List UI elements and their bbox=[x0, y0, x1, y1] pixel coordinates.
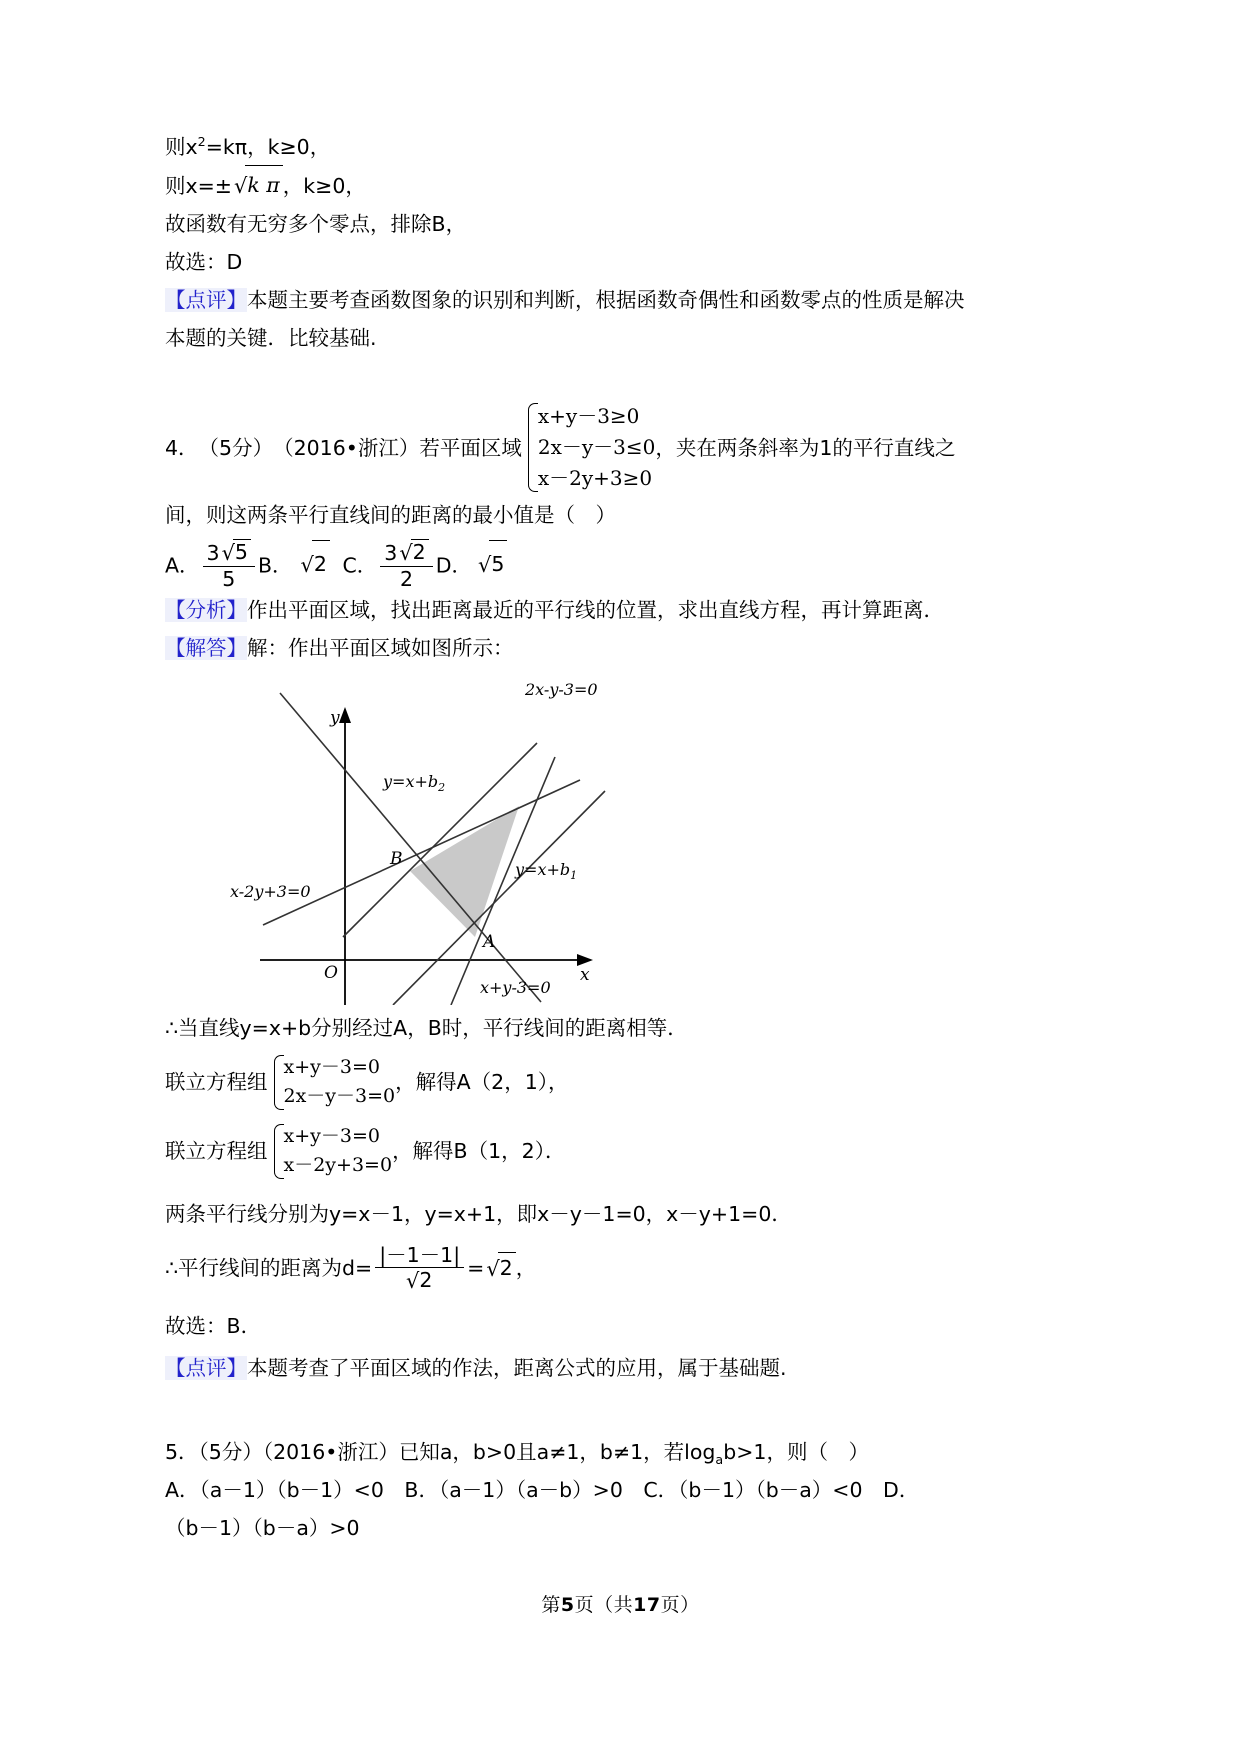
q4-option-c-label: C． bbox=[342, 553, 378, 578]
q4-option-a-value bbox=[203, 540, 255, 591]
answer-text: 解：作出平面区域如图所示： bbox=[247, 635, 514, 660]
q5-stem-row bbox=[165, 1433, 1085, 1471]
q5-stem: 已知a，b>0且a≠1，b≠1，若log bbox=[398, 1440, 716, 1465]
prev-line2-prefix: 则x=± bbox=[165, 174, 232, 198]
prev-line1-exponent: 2 bbox=[197, 134, 206, 150]
q4-system bbox=[522, 401, 656, 494]
dist-tail: ， bbox=[515, 1256, 537, 1281]
q4-stem-after: ，夹在两条斜率为1的平行直线之 bbox=[655, 435, 956, 460]
analysis-tag: 【分析】 bbox=[165, 597, 247, 622]
opt-c-sqrt: √2 bbox=[397, 540, 428, 566]
q4-comment-text: 本题考查了平面区域的作法，距离公式的应用，属于基础题. bbox=[247, 1356, 787, 1381]
footer-page-number: 5 bbox=[560, 1594, 575, 1616]
footer-total-pages: 17 bbox=[633, 1594, 661, 1616]
prev-line1-rest: =kπ，k≥0， bbox=[205, 135, 331, 159]
dist-numerator: |－1－1| bbox=[379, 1242, 461, 1267]
q4-option-b-label: B． bbox=[257, 553, 293, 578]
page-content bbox=[165, 128, 1085, 1547]
q5-options-line-1: A．（a－1）（b－1）<0 B．（a－1）（a－b）>0 C．（b－1）（b－a）<0 D． bbox=[165, 1478, 920, 1503]
dist-equals: = bbox=[467, 1256, 485, 1281]
q4-conclusion-1: ∴当直线y=x+b分别经过A，B时，平行线间的距离相等． bbox=[165, 1015, 688, 1040]
page-footer bbox=[0, 1590, 1241, 1617]
opt-d-radicand: 5 bbox=[489, 540, 507, 587]
sys1 bbox=[268, 1053, 396, 1112]
figure-label-line-yxb2: $y=x+b_2$ bbox=[383, 771, 446, 794]
figure-label-line-yxb1: $y=x+b_1$ bbox=[515, 859, 578, 882]
q5-log-base: a bbox=[715, 1452, 724, 1468]
q5-options-line-2: （b－1）（b－a）>0 bbox=[165, 1516, 360, 1541]
sys1-row-2: 2x－y－3=0 bbox=[283, 1085, 396, 1108]
dist-den-radicand: 2 bbox=[417, 1267, 435, 1292]
figure-svg bbox=[225, 675, 785, 1005]
q4-system-solve-1 bbox=[165, 1053, 1085, 1112]
q5-source: （2016•浙江） bbox=[262, 1440, 399, 1465]
prev-solution-line-1 bbox=[165, 128, 1085, 166]
question-5 bbox=[165, 1433, 1085, 1547]
figure-label-origin: O bbox=[324, 962, 338, 983]
q5-score: （5分） bbox=[198, 1440, 263, 1465]
question-4 bbox=[165, 401, 1085, 1387]
sys2-row-2: x－2y+3=0 bbox=[283, 1154, 393, 1177]
figure-label-line-2xy3: 2x-y-3=0 bbox=[525, 679, 598, 699]
q4-option-c-value bbox=[380, 540, 432, 591]
q4-option-d-value: √5 bbox=[476, 541, 507, 588]
prev-line2-rest: ，k≥0， bbox=[282, 174, 366, 198]
figure-label-line-x2y3: x-2y+3=0 bbox=[230, 881, 311, 901]
comment-tag: 【点评】 bbox=[165, 288, 247, 312]
sqrt-k-pi: √k π bbox=[232, 166, 283, 205]
sys1-result: ，解得A（2，1）， bbox=[395, 1070, 569, 1095]
opt-c-den: 2 bbox=[380, 566, 432, 591]
opt-c-radicand: 2 bbox=[411, 539, 429, 564]
y-axis-arrow bbox=[339, 707, 351, 723]
q4-analysis-block bbox=[165, 591, 1085, 629]
sys2-row-1: x+y－3=0 bbox=[283, 1124, 380, 1147]
line-x-minus-2y-plus-3 bbox=[263, 780, 580, 925]
prev-line1-prefix: 则x bbox=[165, 135, 198, 159]
q4-distance-line bbox=[165, 1243, 1085, 1294]
q4-option-a-label: A． bbox=[165, 553, 200, 578]
q4-option-d-label: D． bbox=[435, 553, 472, 578]
radicand-k: k bbox=[247, 173, 260, 197]
dist-denominator: √2 bbox=[375, 1267, 464, 1294]
line-y-eq-x-plus-b2 bbox=[343, 743, 537, 937]
figure-label-point-b: B bbox=[390, 848, 403, 869]
q5-number: 5． bbox=[165, 1440, 199, 1465]
q4-system-solve-2 bbox=[165, 1122, 1085, 1181]
figure-label-y-axis: y bbox=[330, 707, 340, 728]
q4-stem-row bbox=[165, 401, 1085, 494]
prev-solution-line-4: 故选：D bbox=[165, 250, 243, 274]
region-figure bbox=[225, 675, 785, 1005]
dist-prefix: ∴平行线间的距离为d= bbox=[165, 1256, 373, 1281]
q4-system-row-1: x+y－3≥0 bbox=[537, 404, 640, 428]
prev-solution-line-2 bbox=[165, 166, 1085, 205]
opt-a-den: 5 bbox=[203, 566, 255, 591]
dist-result-sqrt: √2 bbox=[484, 1253, 515, 1284]
q4-answer-block bbox=[165, 629, 1085, 667]
q4-number: 4． bbox=[165, 435, 199, 460]
shaded-region bbox=[410, 806, 519, 937]
q4-comment-tag: 【点评】 bbox=[165, 1356, 247, 1381]
q4-option-b-value: √2 bbox=[299, 541, 330, 588]
opt-a-sqrt: √5 bbox=[220, 540, 251, 566]
q5-stem-rest: b>1，则（ ） bbox=[723, 1440, 869, 1465]
q4-score: （5分） bbox=[198, 435, 274, 460]
footer-middle: 页（共 bbox=[574, 1594, 634, 1616]
prev-comment-line-2: 本题的关键．比较基础. bbox=[165, 326, 377, 350]
q4-stem-line-2: 间，则这两条平行直线间的距离的最小值是（ ） bbox=[165, 503, 616, 527]
sys2-label: 联立方程组 bbox=[165, 1139, 268, 1164]
prev-solution-line-3: 故函数有无穷多个零点，排除B， bbox=[165, 212, 467, 236]
dist-fraction bbox=[375, 1243, 464, 1294]
sys2-result: ，解得B（1，2）． bbox=[392, 1139, 566, 1164]
q4-options bbox=[165, 540, 1085, 591]
comment-text: 本题主要考查函数图象的识别和判断，根据函数奇偶性和函数零点的性质是解决 bbox=[247, 288, 965, 312]
sys2 bbox=[268, 1122, 393, 1181]
q4-system-row-3: x－2y+3≥0 bbox=[537, 466, 653, 490]
opt-b-radicand: 2 bbox=[312, 540, 330, 587]
q4-source: （2016•浙江） bbox=[273, 435, 420, 460]
opt-c-coef: 3 bbox=[384, 541, 398, 565]
opt-a-coef: 3 bbox=[206, 541, 220, 565]
q4-comment-block bbox=[165, 1349, 1085, 1387]
q4-final-choice: 故选：B． bbox=[165, 1314, 262, 1339]
q4-stem-before: 若平面区域 bbox=[419, 435, 522, 460]
sys1-label: 联立方程组 bbox=[165, 1070, 268, 1095]
answer-tag: 【解答】 bbox=[165, 635, 247, 660]
sys1-row-1: x+y－3=0 bbox=[283, 1055, 380, 1078]
figure-label-x-axis: x bbox=[580, 964, 590, 985]
q4-parallel-lines-text: 两条平行线分别为y=x－1，y=x+1，即x－y－1=0，x－y+1=0． bbox=[165, 1201, 792, 1226]
opt-a-radicand: 5 bbox=[233, 539, 251, 564]
radicand-pi: π bbox=[266, 173, 280, 197]
figure-label-line-xy3: x+y-3=0 bbox=[480, 977, 551, 997]
footer-prefix: 第 bbox=[541, 1594, 561, 1616]
figure-label-point-a: A bbox=[483, 931, 496, 952]
q4-system-row-2: 2x－y－3≤0 bbox=[537, 435, 656, 459]
analysis-text: 作出平面区域，找出距离最近的平行线的位置，求出直线方程，再计算距离． bbox=[247, 597, 944, 622]
dist-result-radicand: 2 bbox=[498, 1252, 516, 1283]
prev-comment-block bbox=[165, 281, 1085, 319]
footer-suffix: 页） bbox=[660, 1594, 700, 1616]
